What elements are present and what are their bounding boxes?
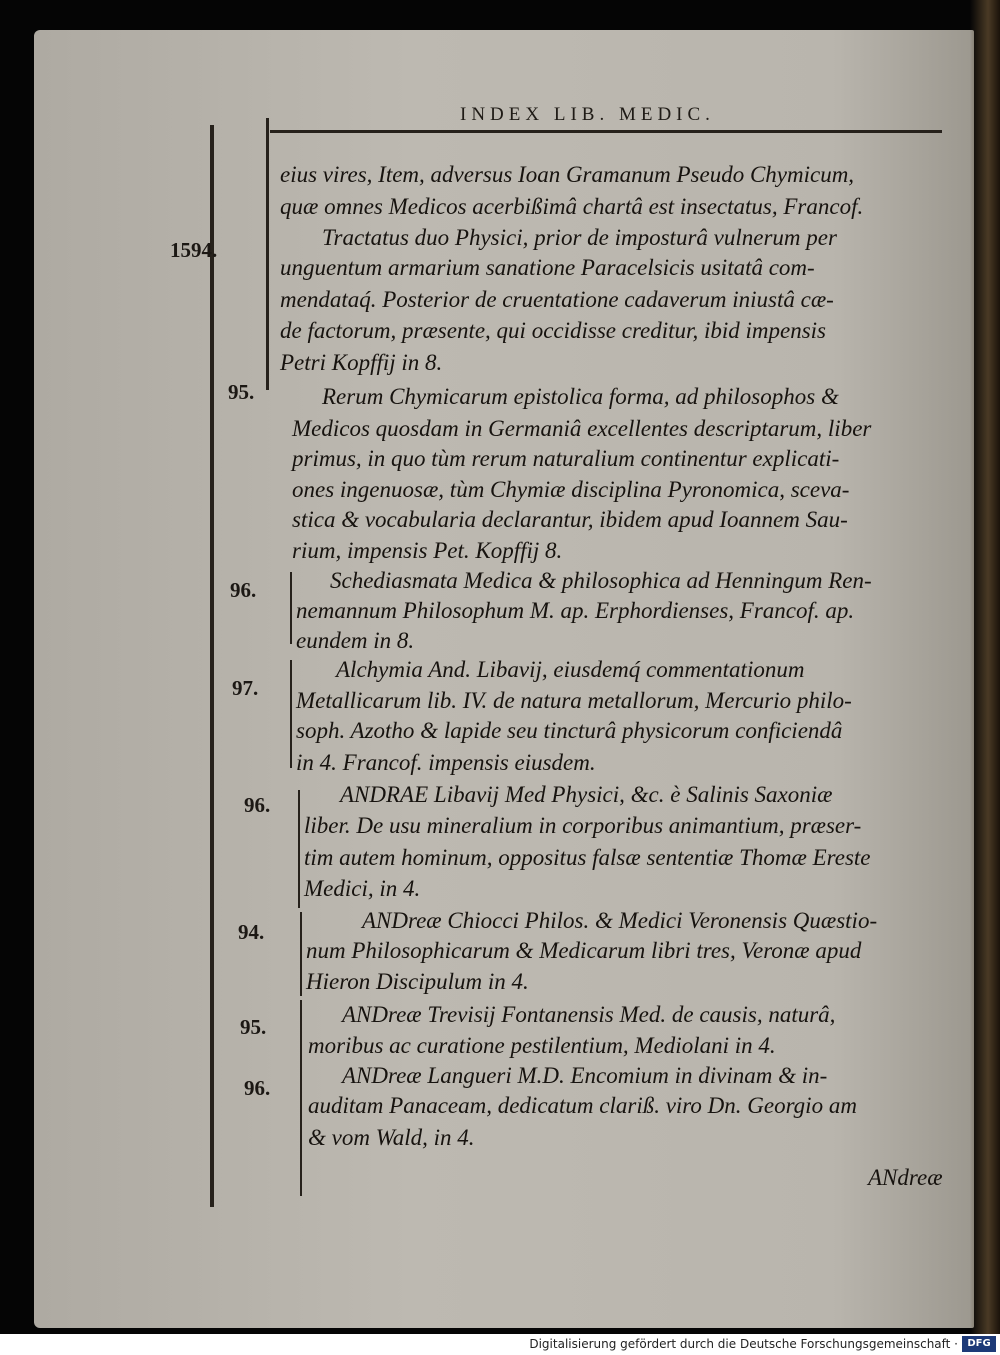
text-line: quæ omnes Medicos acerbißimâ chartâ est insectatus, Francof. <box>280 194 864 219</box>
text-line: Petri Kopffij in 8. <box>280 350 443 375</box>
text-line: num Philosophicarum & Medicarum libri tres, Veronæ apud <box>306 938 862 963</box>
text-line: Tractatus duo Physici, prior de imposturâ vulnerum per <box>322 225 837 250</box>
text-line: tim autem hominum, oppositus falsæ sententiæ Thomæ Ereste <box>304 845 871 870</box>
text-line: Metallicarum lib. IV. de natura metallorum, Mercurio philo- <box>296 688 852 713</box>
text-line: primus, in quo tùm rerum naturalium continentur explicati- <box>292 446 840 471</box>
text-line: Medicos quosdam in Germaniâ excellentes descriptarum, liber <box>292 416 872 441</box>
margin-rule-outer <box>210 125 214 1207</box>
text-line: stica & vocabularia declarantur, ibidem apud Ioannem Sau- <box>292 507 848 532</box>
margin-year: 96. <box>244 1076 271 1100</box>
text-line: mendataq́. Posterior de cruentatione cadaverum iniustâ cæ- <box>280 287 834 312</box>
entry-bracket <box>298 790 300 908</box>
text-line: moribus ac curatione pestilentium, Mediolani in 4. <box>308 1033 776 1058</box>
entry-bracket <box>300 912 302 996</box>
text-line: nemannum Philosophum M. ap. Erphordienses, Francof. ap. <box>296 598 855 623</box>
text-line: Rerum Chymicarum epistolica forma, ad philosophos & <box>322 384 839 409</box>
margin-year: 97. <box>232 676 259 700</box>
text-line: unguentum armarium sanatione Paracelsicis usitatâ com- <box>280 255 815 280</box>
text-line: in 4. Francof. impensis eiusdem. <box>296 750 596 775</box>
text-line: auditam Panaceam, dedicatum clariß. viro Dn. Georgio am <box>308 1093 857 1118</box>
text-line: ANDreæ Trevisij Fontanensis Med. de causis, naturâ, <box>342 1002 836 1027</box>
text-line: ones ingenuosæ, tùm Chymiæ disciplina Pyronomica, sceva- <box>292 477 850 502</box>
text-line: eundem in 8. <box>296 628 415 653</box>
entry-bracket <box>290 660 292 768</box>
dfg-logo: DFG <box>962 1336 996 1352</box>
text-line: Hieron Discipulum in 4. <box>306 969 529 994</box>
text-line: ANDRAE Libavij Med Physici, &c. è Salinis Saxoniæ <box>340 782 833 807</box>
text-line: liber. De usu mineralium in corporibus animantium, præser- <box>304 813 862 838</box>
margin-year: 94. <box>238 920 265 944</box>
entry-bracket <box>290 572 292 644</box>
running-head: INDEX LIB. MEDIC. <box>460 104 715 125</box>
text-line: eius vires, Item, adversus Ioan Gramanum Pseudo Chymicum, <box>280 162 855 187</box>
margin-year: 1594. <box>170 238 218 262</box>
text-line: soph. Azotho & lapide seu tincturâ physicorum conficiendâ <box>296 718 843 743</box>
text-line: Schediasmata Medica & philosophica ad Henningum Ren- <box>330 568 872 593</box>
entry-bracket <box>300 1000 302 1196</box>
margin-year: 96. <box>230 578 257 602</box>
text-line: rium, impensis Pet. Kopffij 8. <box>292 538 563 563</box>
text-line: ANDreæ Langueri M.D. Encomium in divinam & in- <box>342 1063 828 1088</box>
text-line: de factorum, præsente, qui occidisse creditur, ibid impensis <box>280 318 826 343</box>
margin-year: 95. <box>240 1015 267 1039</box>
footer-credit: Digitalisierung gefördert durch die Deutsche Forschungsgemeinschaft · <box>529 1337 958 1351</box>
text-line: ANDreæ Chiocci Philos. & Medici Veronensis Quæstio- <box>362 908 878 933</box>
margin-year: 96. <box>244 793 271 817</box>
margin-year: 95. <box>228 380 255 404</box>
margin-rule-inner <box>266 118 269 390</box>
text-line: Alchymia And. Libavij, eiusdemq́ commentationum <box>336 657 805 682</box>
digitization-footer <box>0 1334 1000 1355</box>
text-line: & vom Wald, in 4. <box>308 1125 475 1150</box>
head-rule <box>270 130 942 133</box>
catchword: ANdreæ <box>868 1165 943 1190</box>
text-line: Medici, in 4. <box>304 876 421 901</box>
